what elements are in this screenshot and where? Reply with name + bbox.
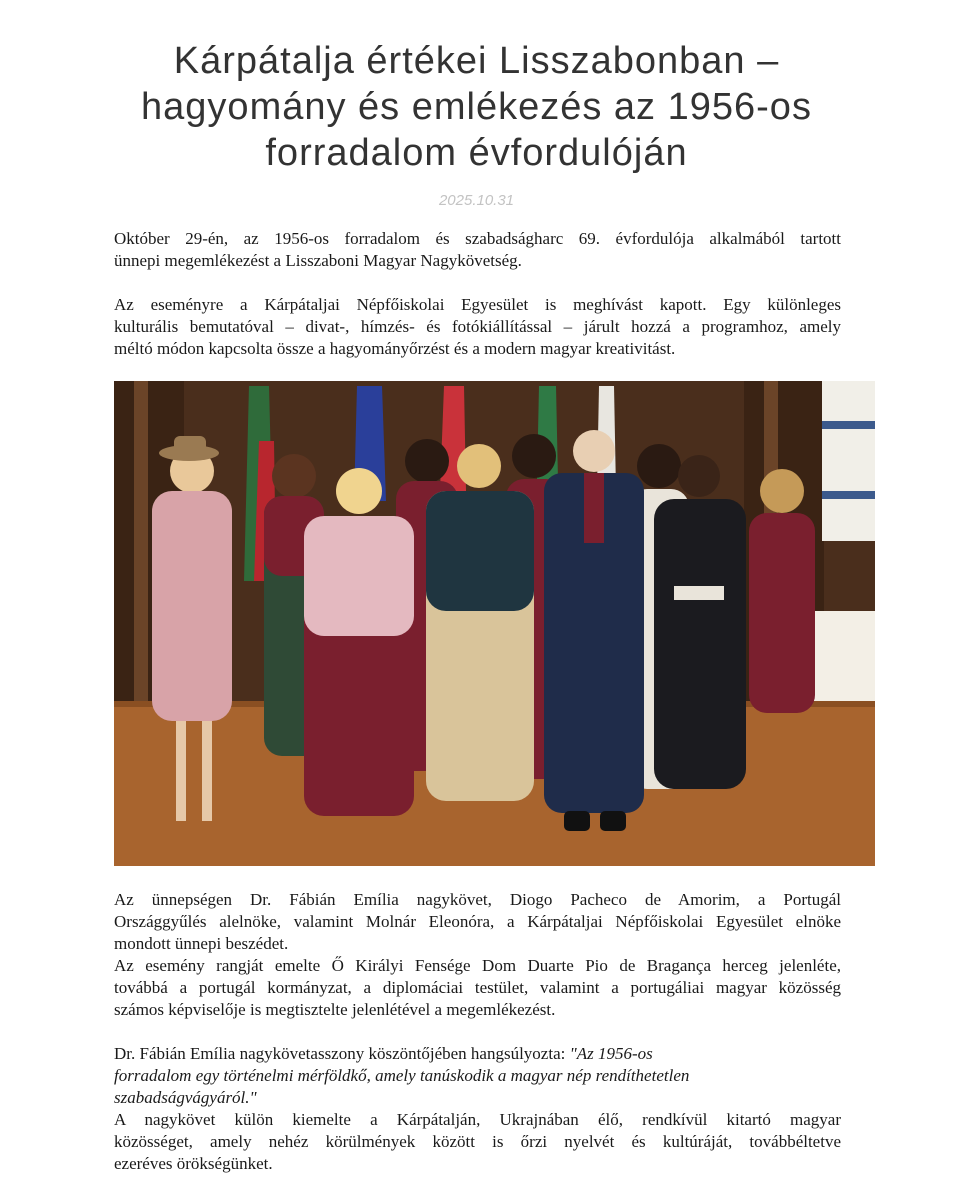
group-photo [114, 381, 875, 866]
wall-column [134, 381, 148, 711]
paragraph-speakers [114, 889, 841, 955]
paragraph-line: Az eseményre a Kárpátaljai Népfőiskolai Egyesület is meghívást kapott. Egy különleges [114, 295, 841, 314]
banner-stripe [822, 421, 875, 429]
title-line-3: forradalom évfordulóján [265, 132, 688, 174]
paragraph-guests [114, 955, 841, 1021]
person-head [512, 434, 556, 478]
title-line-1: Kárpátalja értékei Lisszabonban – [173, 40, 780, 82]
paragraph-line: Az esemény rangját emelte Ő Királyi Fensége Dom Duarte Pio de Bragança herceg jelenléte, [114, 956, 841, 975]
hat-crown [174, 436, 206, 454]
paragraph-line: közösséget, amely nehéz körülmények között is őrzi nyelvét és kultúráját, továbbéltetve [114, 1132, 841, 1151]
title-line-2: hagyomány és emlékezés az 1956-os [141, 86, 812, 128]
person-shoe [600, 811, 626, 831]
paragraph-line: kulturális bemutatóval – divat-, hímzés- és fotókiállítással – járult hozzá a programhoz, amely [114, 317, 841, 336]
paragraph-intro [114, 228, 841, 272]
paragraph-event [114, 294, 841, 360]
paragraph-line: továbbá a portugál kormányzat, a diplomáciai testület, valamint a portugáliai magyar közösség [114, 978, 841, 997]
person-tie [584, 473, 604, 543]
banner-stripe [822, 491, 875, 499]
person-jacket-navy [426, 491, 534, 611]
paragraph-line: A nagykövet külön kiemelte a Kárpátalján, Ukrajnában élő, rendkívül kitartó magyar [114, 1110, 841, 1129]
person-head [457, 444, 501, 488]
quote-text: szabadságvágyáról." [114, 1088, 257, 1107]
paragraph-line: számos képviselője is megtisztelte jelenlétével a megemlékezést. [114, 1000, 556, 1019]
embroidered-belt [674, 586, 724, 600]
person-head [760, 469, 804, 513]
quote-text: forradalom egy történelmi mérföldkő, amely tanúskodik a magyar nép rendíthetetlen [114, 1066, 690, 1085]
quote-text: "Az 1956-os [569, 1044, 653, 1063]
person-shoe [564, 811, 590, 831]
person-head [272, 454, 316, 498]
person-leg [176, 721, 186, 821]
article-title [60, 38, 893, 176]
person-jacket-pink [304, 516, 414, 636]
person-dress-black [654, 499, 746, 789]
person-head [405, 439, 449, 483]
person-head [637, 444, 681, 488]
person-leg [202, 721, 212, 821]
paragraph-line: ünnepi megemlékezést a Lisszaboni Magyar Nagykövetség. [114, 251, 522, 270]
paragraph-line: ezeréves örökségünket. [114, 1154, 273, 1173]
paragraph-line: Az ünnepségen Dr. Fábián Emília nagykövet, Diogo Pacheco de Amorim, a Portugál [114, 890, 841, 909]
group-photo-illustration [114, 381, 875, 866]
person-head [678, 455, 720, 497]
paragraph-line: méltó módon kapcsolta össze a hagyományőrzést és a modern magyar kreativitást. [114, 339, 676, 358]
publish-date: 2025.10.31 [438, 192, 515, 209]
quote-intro: Dr. Fábián Emília nagykövetasszony köszöntőjében hangsúlyozta: [114, 1044, 570, 1063]
paragraph-line: Országgyűlés alelnöke, valamint Molnár Eleonóra, a Kárpátaljai Népfőiskolai Egyesület elnöke [114, 912, 841, 931]
person-coat-pink [152, 491, 232, 721]
embroidered-banner [822, 381, 875, 541]
paragraph-line [114, 1043, 841, 1065]
paragraph-community [114, 1109, 841, 1175]
person-head [573, 430, 615, 472]
person-head [336, 468, 382, 514]
paragraph-quote [114, 1043, 841, 1109]
paragraph-line: Október 29-én, az 1956-os forradalom és szabadságharc 69. évfordulója alkalmából tartott [114, 229, 841, 248]
person-dress-burgundy [749, 513, 815, 713]
paragraph-line: mondott ünnepi beszédet. [114, 934, 289, 953]
